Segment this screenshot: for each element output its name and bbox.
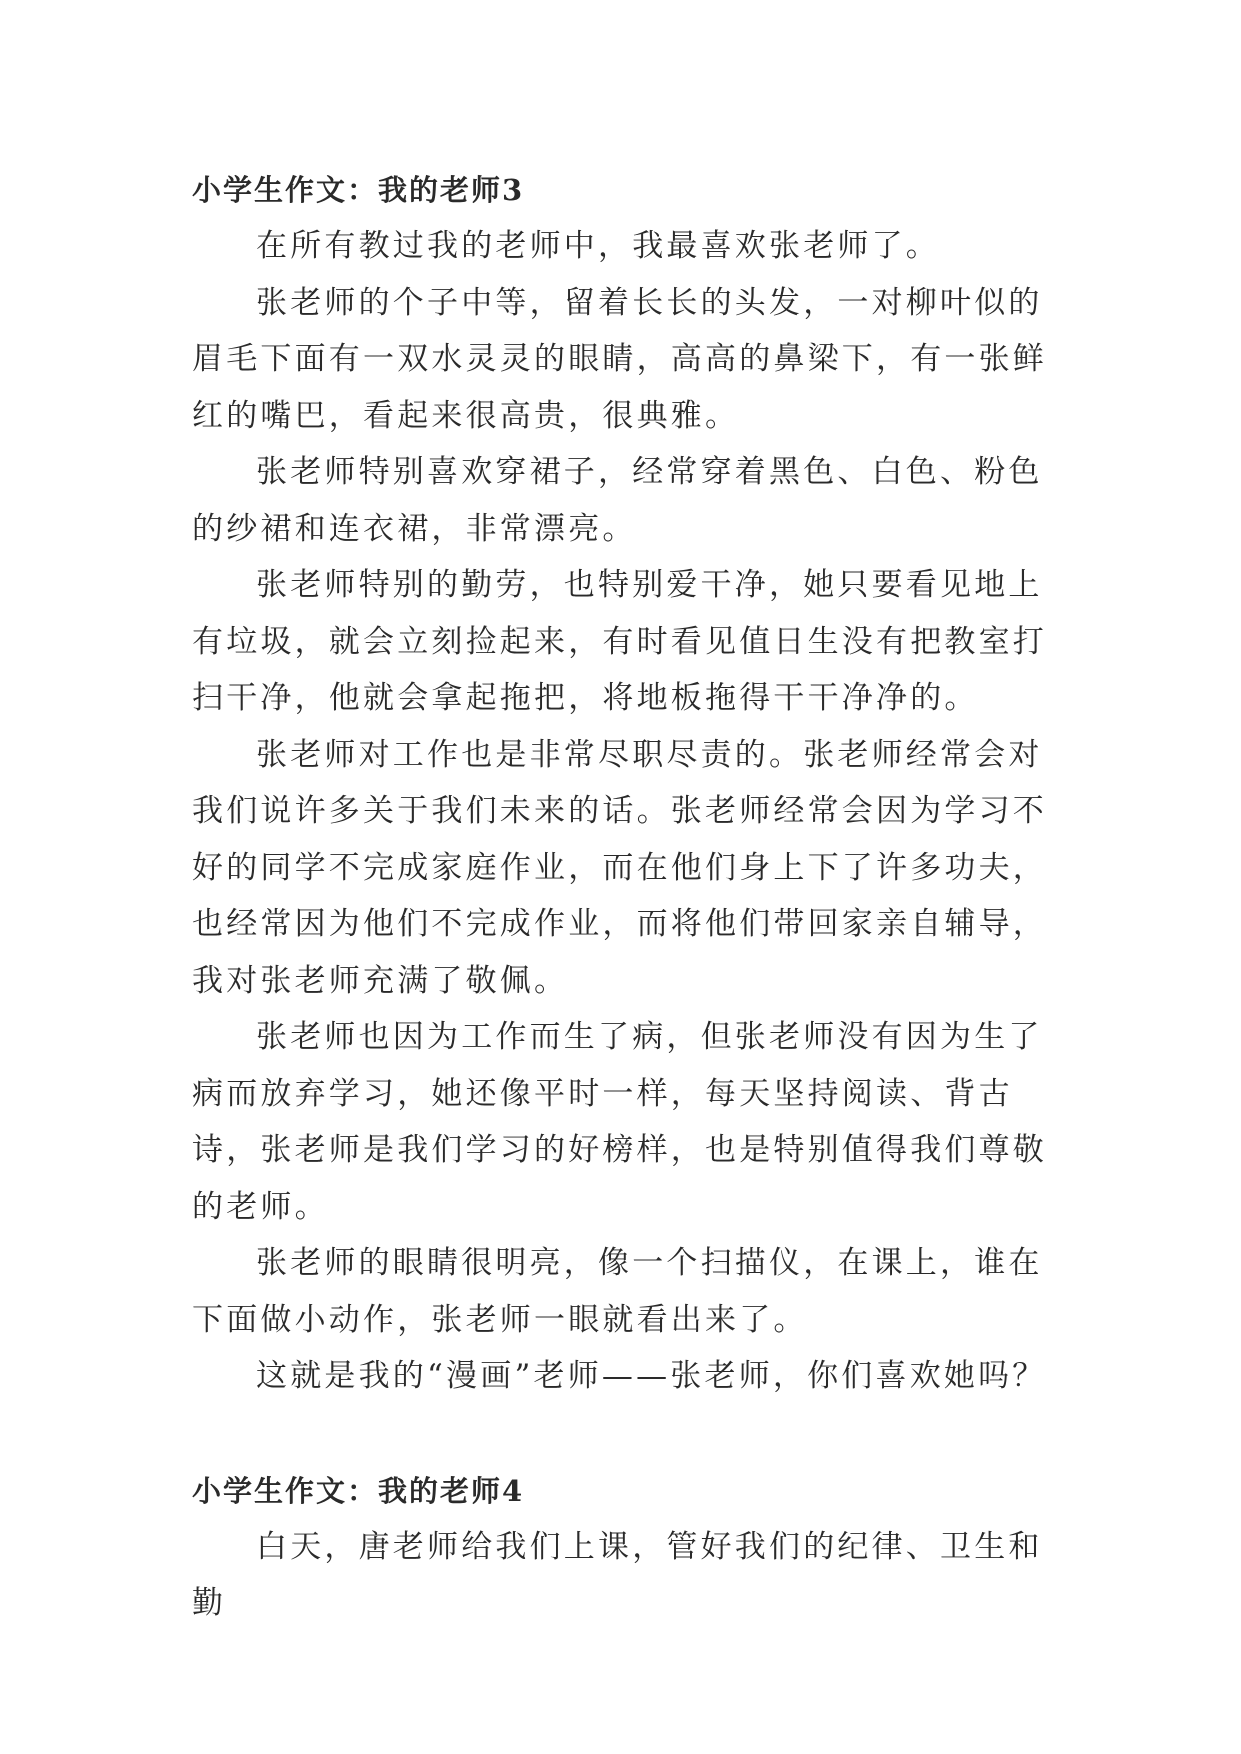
paragraph: 在所有教过我的老师中，我最喜欢张老师了。	[256, 228, 940, 264]
paragraph: 张老师也因为工作而生了病，但张老师没有因为生了病而放弃学习，她还像平时一样，每天坚持阅读、背古诗，张老师是我们学习的好榜样，也是特别值得我们尊敬的老师。	[192, 1019, 1047, 1225]
essay-4	[192, 1463, 1072, 1632]
document-page	[192, 162, 1072, 1632]
paragraph: 张老师的眼睛很明亮，像一个扫描仪，在课上，谁在下面做小动作，张老师一眼就看出来了。	[192, 1245, 1043, 1338]
paragraph: 这就是我的“漫画”老师——张老师，你们喜欢她吗？	[256, 1358, 1047, 1394]
paragraph: 白天，唐老师给我们上课，管好我们的纪律、卫生和勤	[192, 1528, 1043, 1621]
paragraph: 张老师特别喜欢穿裙子，经常穿着黑色、白色、粉色的纱裙和连衣裙，非常漂亮。	[192, 454, 1043, 547]
essay-3	[192, 162, 1072, 1405]
paragraph: 张老师特别的勤劳，也特别爱干净，她只要看见地上有垃圾，就会立刻捡起来，有时看见值日生没有把教室打扫干净，他就会拿起拖把，将地板拖得干干净净的。	[192, 567, 1047, 716]
section-spacer	[192, 1405, 1072, 1463]
paragraph: 张老师的个子中等，留着长长的头发，一对柳叶似的眉毛下面有一双水灵灵的眼睛，高高的鼻梁下，有一张鲜红的嘴巴，看起来很高贵，很典雅。	[192, 284, 1047, 434]
essay-title: 小学生作文：我的老师4	[192, 1473, 525, 1508]
paragraph: 张老师对工作也是非常尽职尽责的。张老师经常会对我们说许多关于我们未来的话。张老师经常会因为学习不好的同学不完成家庭作业，而在他们身上下了许多功夫，也经常因为他们不完成作业，而将他们带回家亲自辅导，我对张老师充满了敬佩。	[192, 736, 1047, 999]
essay-title: 小学生作文：我的老师3	[192, 173, 525, 207]
